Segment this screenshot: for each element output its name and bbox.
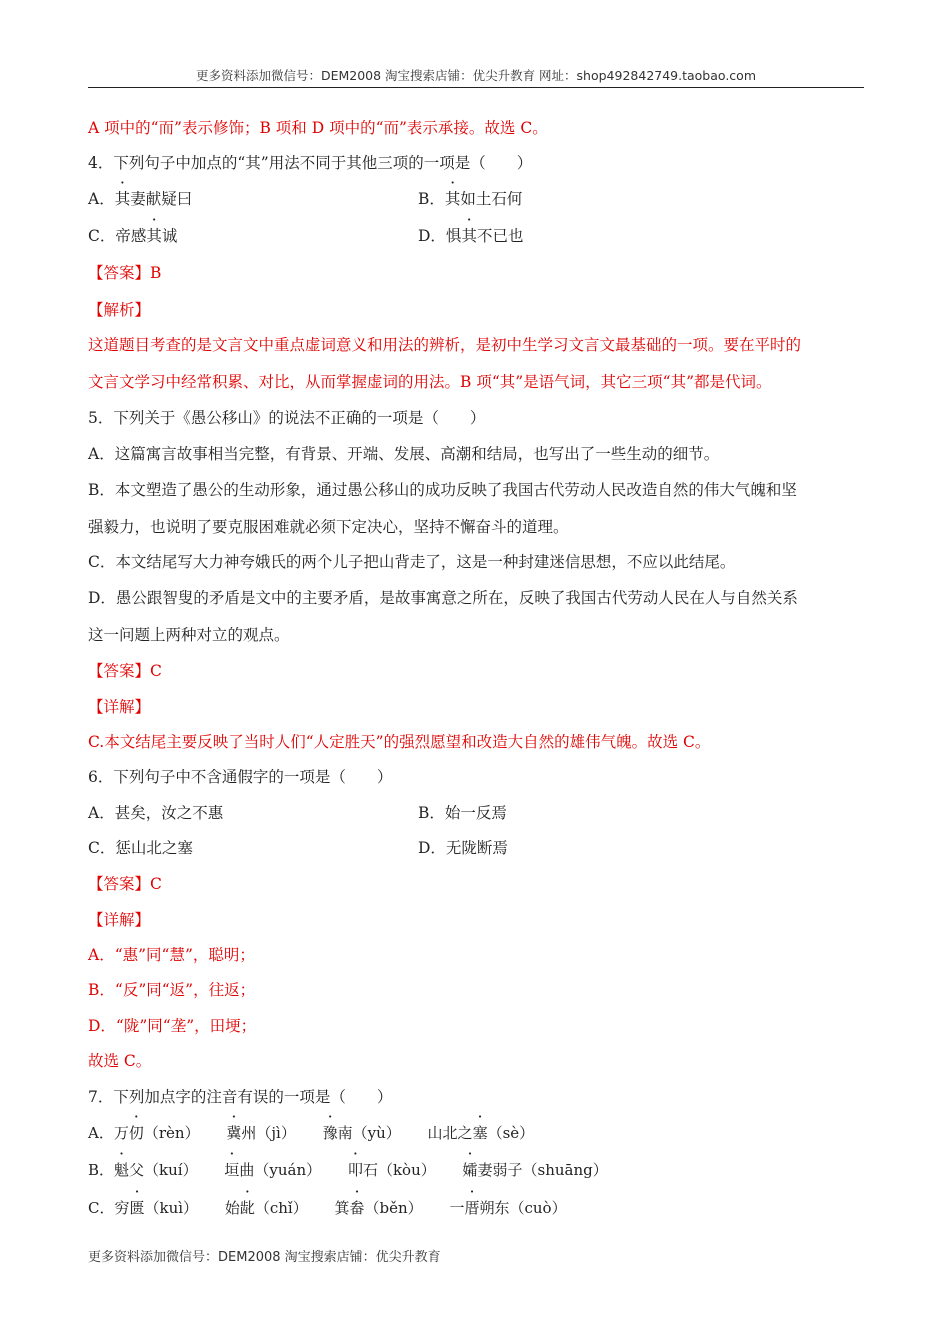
page-header: 更多资料添加微信号：DEM2008 淘宝搜索店铺：优尖升教育 网址：shop492842749.taobao.com [195,68,757,83]
q7-option-c [88,1197,567,1219]
q4-analysis-line1: 这道题目考查的是文言文中重点虚词意义和用法的辨析，是初中生学习文言文最基础的一项。要在平时的 [88,336,802,354]
emphasis-dot-char: 豫 [322,1124,338,1142]
q6-conclusion: 故选 C。 [88,1052,152,1070]
q4-stem: 4．下列句子中加点的“其”用法不同于其他三项的一项是（ ） [88,154,533,172]
q6-detail-b: B．“反”同“返”，往返； [88,981,256,999]
q4-options-row1 [88,188,864,210]
q4-options-row2 [88,225,864,247]
emphasis-dot-char: 其 [461,227,477,245]
q4-answer: 【答案】B [88,264,162,282]
q6-option-c: C．惩山北之塞 [88,839,193,857]
emphasis-dot-char: 孀 [462,1161,478,1179]
emphasis-dot-char: 魁 [114,1161,130,1179]
q5-stem: 5．下列关于《愚公移山》的说法不正确的一项是（ ） [88,409,486,427]
q7-c-item2: 始龀（chǐ） [224,1199,308,1217]
q6-answer: 【答案】C [88,875,162,893]
q5-detail-text: C.本文结尾主要反映了当时人们“人定胜天”的强烈愿望和改造大自然的雄伟气魄。故选 C。 [88,733,711,751]
q7-a-item1: A．万仞（rèn） [88,1124,200,1142]
emphasis-dot-char: 垣 [224,1161,240,1179]
q6-stem: 6．下列句子中不含通假字的一项是（ ） [88,768,393,786]
emphasis-dot-char: 叩 [347,1161,363,1179]
emphasis-dot-char: 龀 [239,1199,255,1217]
emphasis-dot-char: 冀 [226,1124,242,1142]
q7-c-item4: 一厝朔东（cuò） [449,1199,567,1217]
q6-options-row2 [88,837,864,859]
emphasis-dot-char: 其 [146,227,162,245]
q4-analysis-label: 【解析】 [88,301,151,319]
q4-option-d: D．惧其不已也 [418,227,524,245]
q4-option-c: C．帝感其诚 [88,227,178,245]
emphasis-dot-char: 厝 [464,1199,480,1217]
q6-option-d: D．无陇断焉 [418,839,508,857]
q3-tail-explanation: A 项中的“而”表示修饰；B 项和 D 项中的“而”表示承接。故选 C。 [88,119,548,137]
q4-option-a: A．其妻献疑曰 [88,190,193,208]
q5-option-b-line1: B．本文塑造了愚公的生动形象，通过愚公移山的成功反映了我国古代劳动人民改造自然的伟大气魄和坚 [88,481,797,499]
q7-b-item3: 叩石（kòu） [347,1161,436,1179]
q4-option-b: B．其如土石何 [418,190,523,208]
page-footer: 更多资料添加微信号：DEM2008 淘宝搜索店铺：优尖升教育 [88,1250,441,1265]
q7-b-item4: 孀妻弱子（shuāng） [462,1161,608,1179]
q5-detail-label: 【详解】 [88,698,151,716]
q6-option-a: A．甚矣，汝之不惠 [88,804,224,822]
q5-option-d-line1: D．愚公跟智叟的矛盾是文中的主要矛盾，是故事寓意之所在，反映了我国古代劳动人民在人与自然关系 [88,589,798,607]
emphasis-dot-char: 其 [444,190,461,208]
emphasis-dot-char: 其 [114,190,131,208]
emphasis-dot-char: 匮 [129,1199,145,1217]
q4-analysis-line2: 文言文学习中经常积累、对比，从而掌握虚词的用法。B 项“其”是语气词，其它三项“其”都是代词。 [88,373,772,391]
q5-option-d-line2: 这一问题上两种对立的观点。 [88,626,290,644]
q7-option-b [88,1159,608,1181]
q6-detail-a: A．“惠”同“慧”，聪明； [88,946,255,964]
q5-option-b-line2: 强毅力，也说明了要克服困难就必须下定决心，坚持不懈奋斗的道理。 [88,518,569,536]
q7-b-item1: B．魁父（kuí） [88,1161,198,1179]
q7-c-item1: C．穷匮（kuì） [88,1199,199,1217]
q7-a-item2: 冀州（jì） [226,1124,296,1142]
q6-options-row1 [88,802,864,824]
emphasis-dot-char: 仞 [128,1124,144,1142]
q5-option-c: C．本文结尾写大力神夸娥氏的两个儿子把山背走了，这是一种封建迷信思想，不应以此结尾。 [88,553,736,571]
q5-option-a: A．这篇寓言故事相当完整，有背景、开端、发展、高潮和结局，也写出了一些生动的细节。 [88,445,720,463]
emphasis-dot-char: 畚 [349,1199,365,1217]
q5-answer: 【答案】C [88,662,162,680]
q6-detail-d: D．“陇”同“垄”，田埂； [88,1017,257,1035]
q6-detail-label: 【详解】 [88,911,151,929]
q7-c-item3: 箕畚（běn） [334,1199,423,1217]
q7-a-item3: 豫南（yù） [322,1124,401,1142]
q6-option-b: B．始一反焉 [418,804,507,822]
emphasis-dot-char: 塞 [472,1124,488,1142]
q7-a-item4: 山北之塞（sè） [427,1124,535,1142]
q7-b-item2: 垣曲（yuán） [224,1161,322,1179]
q7-stem: 7．下列加点字的注音有误的一项是（ ） [88,1088,393,1106]
header-divider [88,87,864,88]
q7-option-a [88,1122,534,1144]
